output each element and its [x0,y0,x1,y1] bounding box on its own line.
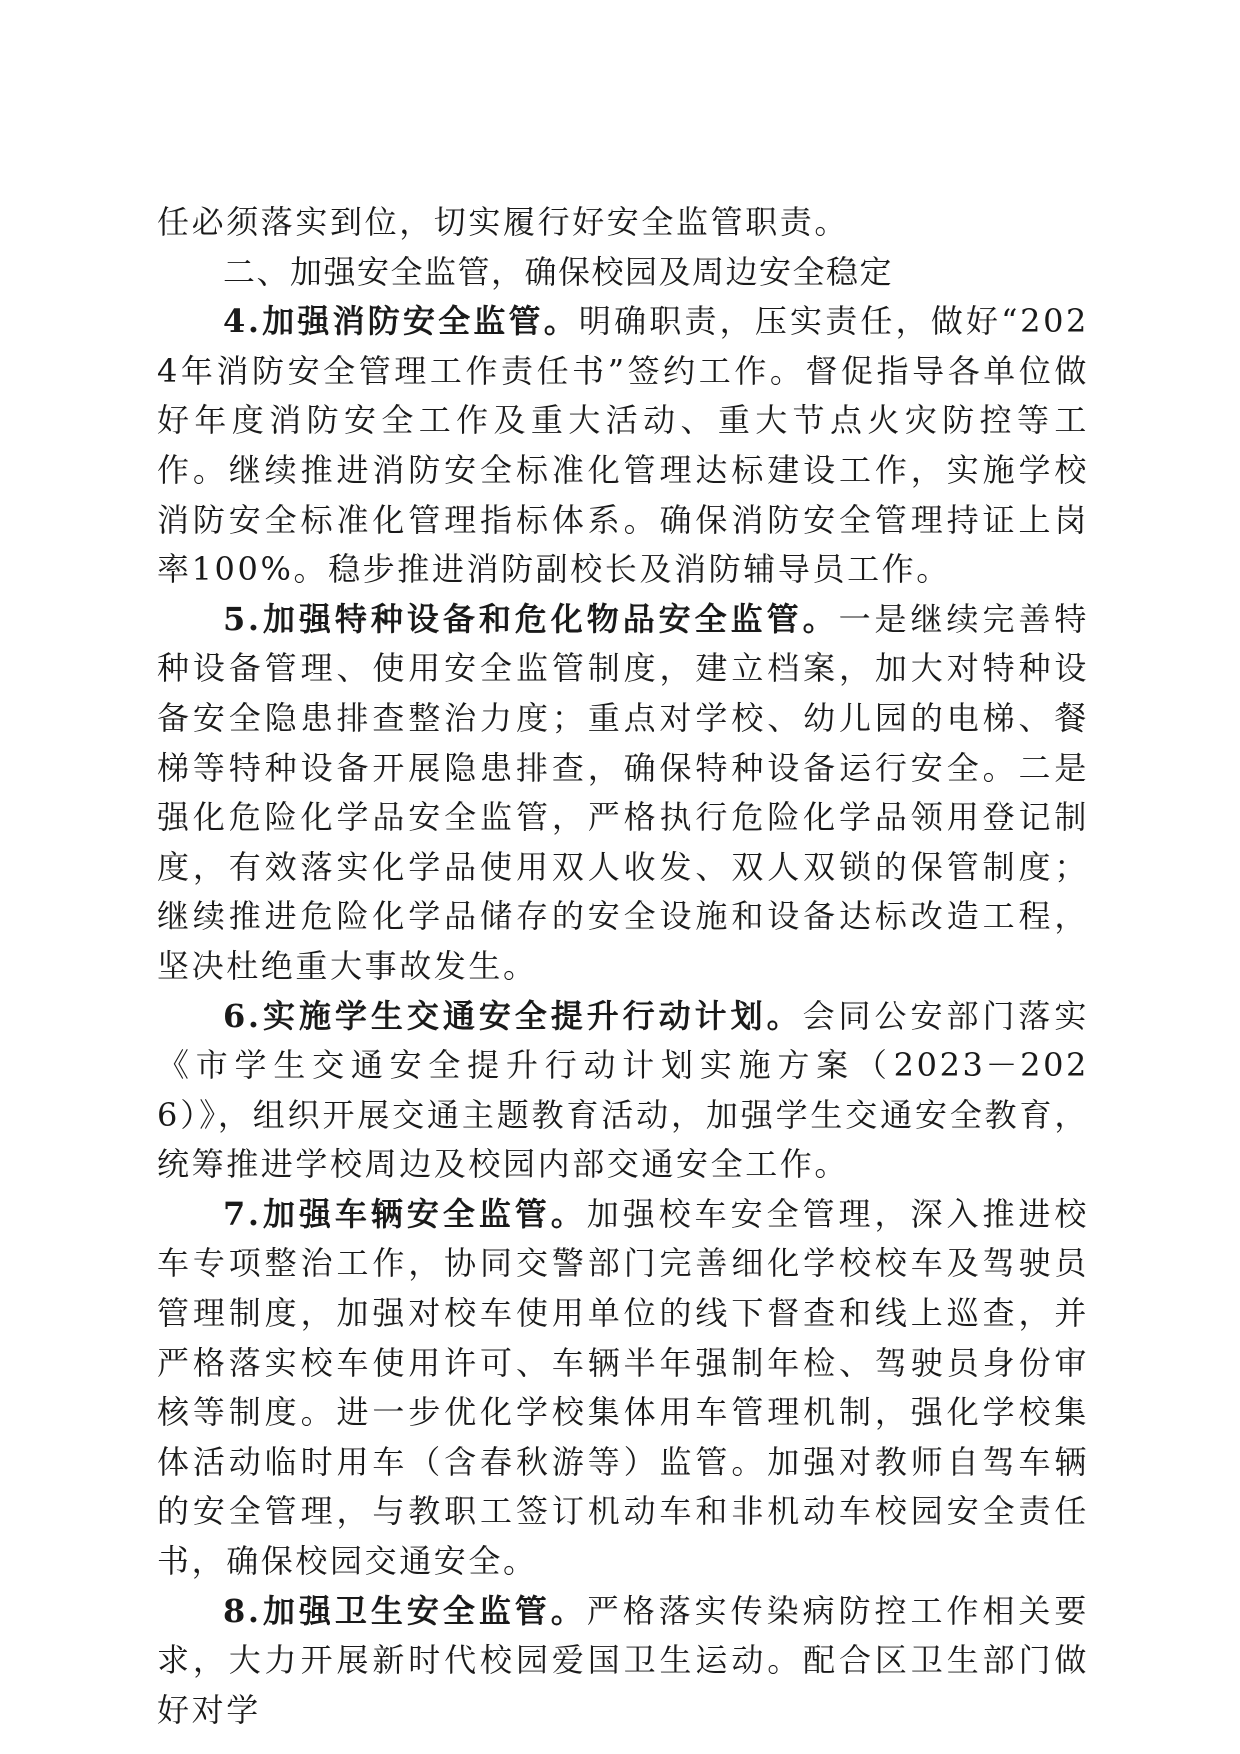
item-6-paragraph [157,992,1089,1190]
item-5-body: 一是继续完善特种设备管理、使用安全监管制度，建立档案，加大对特种设备安全隐患排查整治力度；重点对学校、幼儿园的电梯、餐梯等特种设备开展隐患排查，确保特种设备运行安全。二是强化危险化学品安全监管，严格执行危险化学品领用登记制度，有效落实化学品使用双人收发、双人双锁的保管制度；继续推进危险化学品储存的安全设施和设备达标改造工程，坚决杜绝重大事故发生。 [157,599,1090,985]
section-heading: 二、加强安全监管，确保校园及周边安全稳定 [223,252,894,291]
item-8-paragraph [157,1587,1089,1736]
item-7-body: 加强校车安全管理，深入推进校车专项整治工作，协同交警部门完善细化学校校车及驾驶员管理制度，加强对校车使用单位的线下督查和线上巡查，并严格落实校车使用许可、车辆半年强制年检、驾驶员身份审核等制度。进一步优化学校集体用车管理机制，强化学校集体活动临时用车（含春秋游等）监管。加强对教师自驾车辆的安全管理，与教职工签订机动车和非机动车校园安全责任书，确保校园交通安全。 [157,1194,1089,1581]
paragraph-continuation: 任必须落实到位，切实履行好安全监管职责。 [157,203,850,241]
item-6-lead: 6.实施学生交通安全提升行动计划。 [223,996,803,1035]
item-4-body: 明确职责，压实责任，做好“2024年消防安全管理工作责任书”签约工作。督促指导各单位做好年度消防安全工作及重大活动、重大节点火灾防控等工作。继续推进消防安全标准化管理达标建设工作，实施学校消防安全标准化管理指标体系。确保消防安全管理持证上岗率100%。稳步推进消防副校长及消防辅导员工作。 [157,302,1089,589]
item-8-body: 严格落实传染病防控工作相关要求，大力开展新时代校园爱国卫生运动。配合区卫生部门做好对学 [157,1591,1089,1729]
item-5-lead: 5.加强特种设备和危化物品安全监管。 [223,599,839,638]
item-4-paragraph [157,297,1089,595]
item-8-lead: 8.加强卫生安全监管。 [223,1591,587,1630]
item-6-body: 会同公安部门落实《市学生交通安全提升行动计划实施方案（2023－2026）》，组织开展交通主题教育活动，加强学生交通安全教育，统筹推进学校周边及校园内部交通安全工作。 [157,996,1089,1184]
item-4-lead: 4.加强消防安全监管。 [223,302,579,341]
item-7-lead: 7.加强车辆安全监管。 [223,1194,587,1233]
item-5-paragraph [157,595,1089,992]
item-7-paragraph [157,1190,1089,1587]
document-page [157,198,1089,1735]
